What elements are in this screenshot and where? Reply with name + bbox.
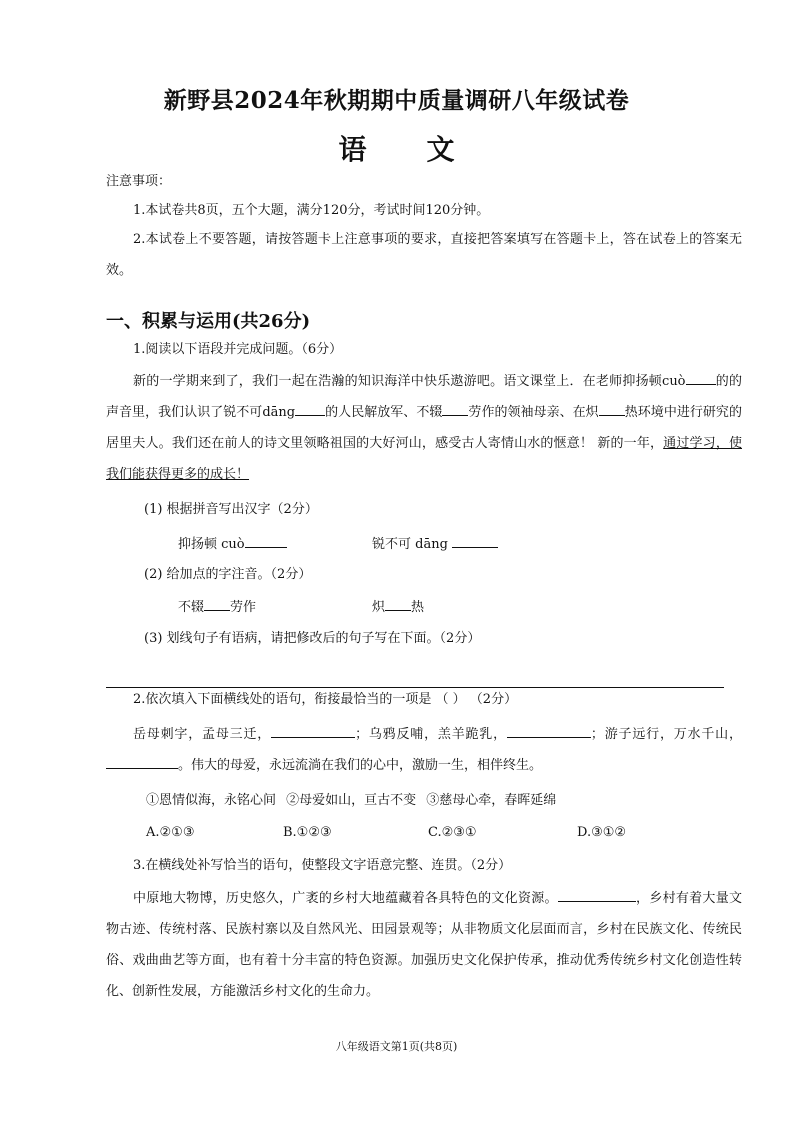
q1-sub3-label: (3) 划线句子有语病，请把修改后的句子写在下面。（2分）: [144, 631, 481, 646]
q1-sub1-b: [372, 535, 498, 553]
q2-choice-a: A.②①③: [146, 825, 195, 840]
note-item-1: 1.本试卷共8页，五个大题，满分120分，考试时间120分钟。: [133, 203, 490, 218]
q2-options: ①恩情似海，永铭心间 ②母爱如山，亘古不变 ③慈母心牵，春晖延绵: [146, 793, 557, 808]
blank: [204, 598, 230, 611]
q2-passage: [106, 719, 742, 781]
q1-sub2-a1: 不辍: [178, 600, 205, 615]
blank: [106, 756, 178, 769]
q1-passage-part-5: 热环境中进行研究的居里夫人。我们还在前人的诗文里领略祖国的大好河山，感受古人寄情山水的惬意！ 新的一年，: [106, 405, 742, 451]
q2-passage-part-4: 。伟大的母爱，永远流淌在我们的心中，激励一生，相伴终生。: [178, 758, 543, 773]
note-item-2: 2.本试卷上不要答题，请按答题卡上注意事项的要求，直接把答案填写在答题卡上，答在试卷上的答案无效。: [106, 232, 742, 278]
subject-title: [0, 128, 793, 168]
q1-passage-part-1b: 的: [715, 374, 729, 389]
q2-choice-c: C.②③①: [428, 825, 477, 840]
page-footer: 八年级语文第1页(共8页): [335, 1040, 458, 1053]
q1-sub1-b-text: 锐不可 dāng: [372, 537, 448, 552]
notes-heading: 注意事项：: [106, 174, 172, 189]
q3-passage-part-2: ，乡村有着大量文物古迹、传统村落、民族村寨以及自然风光、田园景观等；从非物质文化层面而言，乡村在民族文化、传统民俗、戏曲曲艺等方面，也有着十分丰富的特色资源。加强历史文化保护传承，推动优秀传统乡村文化创造性转化、创新性发展，方能激活乡村文化的生命力。: [106, 891, 742, 999]
subject-char-1: 语: [338, 133, 367, 166]
blank: [245, 535, 287, 548]
blank: [507, 725, 591, 738]
q1-sub2-b2: 热: [411, 600, 425, 615]
q1-passage: [106, 366, 742, 490]
q1-passage-part-4: 劳作的领袖母亲、在炽: [468, 405, 599, 420]
blank: [442, 403, 468, 416]
q2-passage-part-3: ；游子远行，万水千山，: [590, 727, 742, 742]
q1-stem: 1.阅读以下语段并完成问题。（6分）: [133, 342, 343, 357]
q1-passage-part-2: 的声音里，我们认识了锐不可dāng: [106, 374, 742, 420]
answer-line: [106, 687, 724, 688]
q2-passage-part-1: 岳母刺字，孟母三迁，: [133, 727, 272, 742]
q2-stem: 2.依次填入下面横线处的语句，衔接最恰当的一项是 （ ） （2分）: [133, 692, 518, 707]
section-heading: 一、积累与运用(共26分): [106, 311, 311, 332]
exam-title: 新野县2024年秋期期中质量调研八年级试卷: [163, 87, 630, 114]
q3-stem: 3.在横线处补写恰当的语句，使整段文字语意完整、连贯。（2分）: [133, 858, 512, 873]
q1-passage-part-1: 新的一学期来到了，我们一起在浩瀚的知识海洋中快乐遨游吧。语文课堂上．在老师抑扬顿cuò: [133, 374, 686, 389]
blank: [385, 598, 411, 611]
q1-sub1-label: (1) 根据拼音写出汉字（2分）: [144, 502, 318, 517]
q1-sub2-b: [372, 598, 424, 616]
subject-char-2: 文: [426, 133, 455, 166]
q1-sub2-b1: 炽: [372, 600, 386, 615]
blank: [686, 372, 716, 385]
blank: [271, 725, 355, 738]
q3-passage: [106, 883, 742, 1007]
q1-sub2-a: [178, 598, 256, 616]
q1-sub1-a-text: 抑扬顿 cuò: [178, 537, 245, 552]
q1-sub2-label: (2) 给加点的字注音。（2分）: [144, 567, 312, 582]
q3-passage-part-1: 中原地大物博，历史悠久，广袤的乡村大地蕴藏着各具特色的文化资源。: [133, 891, 558, 906]
q2-choice-b: B.①②③: [283, 825, 332, 840]
blank: [295, 403, 325, 416]
blank: [452, 535, 498, 548]
blank: [599, 403, 625, 416]
q2-choice-d: D.③①②: [577, 825, 627, 840]
blank: [558, 889, 636, 902]
q2-passage-part-2: ；乌鸦反哺，羔羊跪乳，: [355, 727, 507, 742]
q1-sub2-a2: 劳作: [230, 600, 257, 615]
q1-passage-part-3: 的人民解放军、不辍: [325, 405, 443, 420]
underlined-sentence: 通过学习，使我们能获得更多的成长！: [106, 436, 742, 482]
q1-sub1-a: [178, 535, 287, 553]
